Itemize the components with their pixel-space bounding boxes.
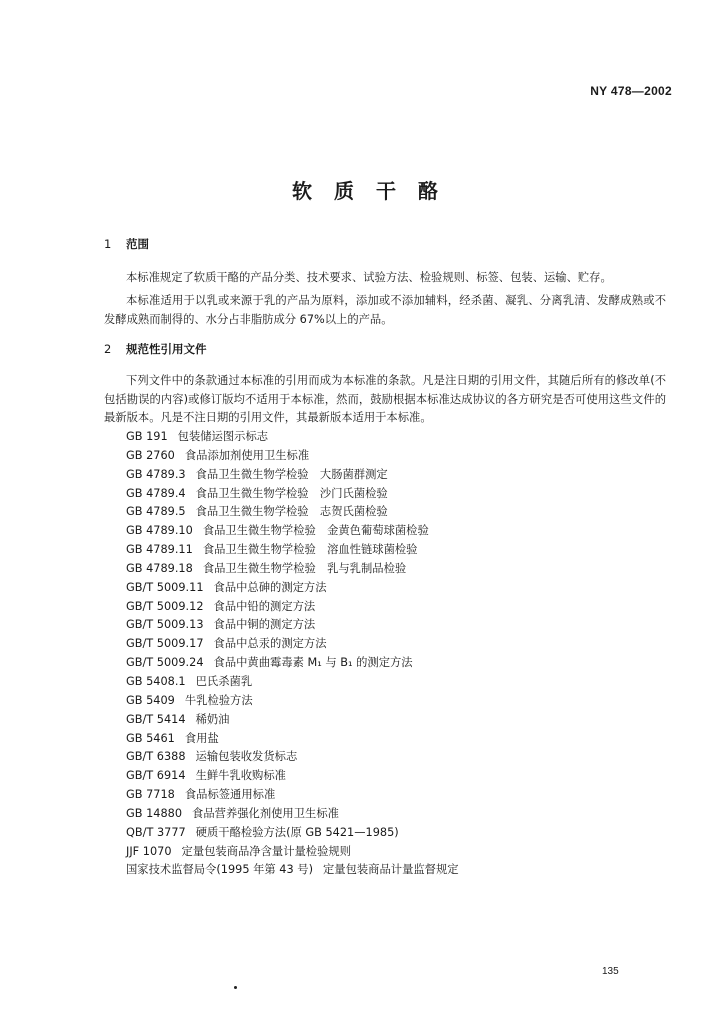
scan-speck [234, 986, 237, 989]
reference-title: 食品中总汞的测定方法 [213, 637, 327, 651]
reference-list [126, 428, 459, 880]
reference-code: GB 191 [126, 430, 168, 443]
reference-code: GB 4789.10 [126, 524, 193, 538]
reference-code: GB 4789.3 [126, 467, 186, 481]
reference-item [126, 673, 459, 692]
reference-item [126, 692, 459, 711]
reference-item [126, 786, 459, 805]
reference-code: GB/T 6914 [126, 769, 186, 783]
reference-title: 食品营养强化剂使用卫生标准 [192, 806, 339, 820]
reference-item [126, 711, 459, 730]
reference-title: 食品标签通用标准 [184, 788, 276, 802]
reference-item [126, 579, 459, 598]
reference-code: GB/T 5009.24 [126, 656, 204, 670]
reference-code: GB/T 6388 [126, 750, 186, 764]
reference-code: GB/T 5009.17 [126, 637, 204, 651]
reference-item [126, 541, 459, 560]
section-1-heading [104, 236, 149, 252]
reference-item [126, 466, 459, 485]
reference-title: 食品中黄曲霉毒素 M₁ 与 B₁ 的测定方法 [213, 656, 413, 670]
reference-title: 食品卫生微生物学检验 溶血性链球菌检验 [202, 543, 418, 557]
reference-code: GB 4789.5 [126, 505, 186, 519]
reference-title: 定量包装商品净含量计量检验规则 [181, 844, 351, 858]
reference-code: GB 7718 [126, 788, 175, 802]
reference-code: QB/T 3777 [126, 825, 186, 839]
reference-title: 食品中总砷的测定方法 [213, 580, 327, 594]
reference-code: GB 2760 [126, 448, 175, 462]
reference-code: GB/T 5009.12 [126, 599, 204, 613]
reference-item [126, 767, 459, 786]
section-1-title: 范围 [126, 237, 149, 251]
reference-title: 食品中铜的测定方法 [213, 618, 316, 632]
reference-item [126, 654, 459, 673]
reference-code: GB 4789.11 [126, 543, 193, 557]
document-title: 软质干酪 [292, 179, 460, 203]
scope-paragraph-2: 本标准适用于以乳或来源于乳的产品为原料，添加或不添加辅料，经杀菌、凝乳、分离乳清、发酵成熟或不发酵成熟而制得的、水分占非脂肪成分 67%以上的产品。 [104, 294, 666, 326]
reference-title: 食品添加剂使用卫生标准 [184, 448, 310, 462]
reference-item [126, 861, 459, 880]
reference-code: GB 5408.1 [126, 674, 186, 688]
reference-code: JJF 1070 [126, 844, 172, 858]
reference-title: 食品卫生微生物学检验 沙门氏菌检验 [195, 486, 388, 500]
reference-item [126, 748, 459, 767]
reference-title: 生鲜牛乳收购标准 [195, 769, 286, 783]
section-2-number: 2 [104, 342, 112, 356]
reference-item [126, 598, 459, 617]
reference-title: 食品卫生微生物学检验 乳与乳制品检验 [202, 561, 407, 575]
reference-code: GB 4789.18 [126, 561, 193, 575]
reference-item [126, 428, 459, 447]
reference-item [126, 616, 459, 635]
reference-item [126, 730, 459, 749]
scope-paragraph-1: 本标准规定了软质干酪的产品分类、技术要求、试验方法、检验规则、标签、包装、运输、贮存。 [126, 271, 612, 284]
reference-code: GB 4789.4 [126, 486, 186, 500]
reference-title: 硬质干酪检验方法(原 GB 5421—1985) [195, 825, 399, 839]
reference-item [126, 485, 459, 504]
reference-item [126, 843, 459, 862]
section-2-title: 规范性引用文件 [126, 342, 207, 356]
reference-title: 巴氏杀菌乳 [195, 674, 253, 688]
section-2-heading [104, 341, 207, 357]
reference-title: 食品卫生微生物学检验 金黄色葡萄球菌检验 [202, 524, 429, 538]
reference-item [126, 635, 459, 654]
reference-item [126, 805, 459, 824]
section-1-number: 1 [104, 237, 112, 251]
reference-title: 食品中铅的测定方法 [213, 599, 316, 613]
reference-code: GB/T 5009.13 [126, 618, 204, 632]
reference-code: GB 5409 [126, 693, 175, 707]
reference-item [126, 522, 459, 541]
page-number: 135 [602, 966, 619, 977]
reference-title: 包装储运图示标志 [177, 430, 269, 443]
normative-intro: 下列文件中的条款通过本标准的引用而成为本标准的条款。凡是注日期的引用文件，其随后所有的修改单(不包括勘误的内容)或修订版均不适用于本标准，然而，鼓励根据本标准达成协议的各方研究是否可使用这些文件的最新版本。凡是不注日期的引用文件，其最新版本适用于本标准。 [104, 374, 666, 424]
reference-code: GB/T 5009.11 [126, 580, 204, 594]
reference-title: 稀奶油 [195, 712, 230, 726]
reference-title: 食品卫生微生物学检验 志贺氏菌检验 [195, 505, 388, 519]
reference-title: 运输包装收发货标志 [195, 750, 298, 764]
reference-code: GB 14880 [126, 806, 183, 820]
reference-item [126, 503, 459, 522]
reference-item [126, 447, 459, 466]
reference-code: 国家技术监督局令(1995 年第 43 号) [126, 863, 313, 877]
reference-code: GB 5461 [126, 731, 175, 745]
reference-title: 食品卫生微生物学检验 大肠菌群测定 [195, 467, 388, 481]
reference-item [126, 560, 459, 579]
standard-code: NY 478—2002 [590, 84, 672, 98]
reference-title: 牛乳检验方法 [184, 693, 253, 707]
reference-title: 食用盐 [184, 731, 219, 745]
reference-title: 定量包装商品计量监督规定 [322, 863, 459, 877]
reference-code: GB/T 5414 [126, 712, 186, 726]
reference-item [126, 824, 459, 843]
